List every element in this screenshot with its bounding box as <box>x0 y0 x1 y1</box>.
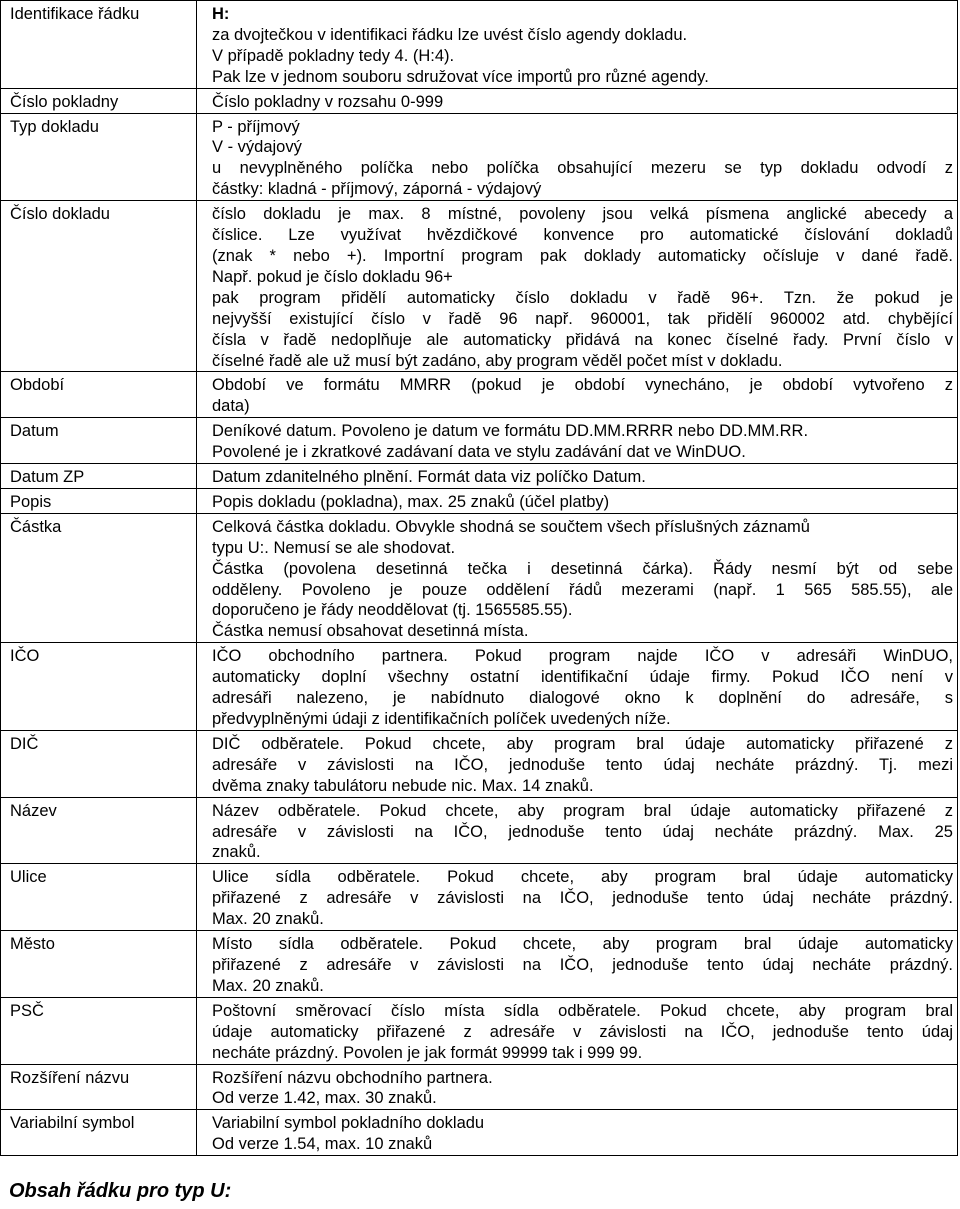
table-row-datum-zp <box>1 464 958 489</box>
field-name: Název <box>10 801 57 820</box>
field-name: Období <box>10 376 65 395</box>
description-line: adresáři nalezeno, je nabídnuto dialogové okno k doplnění do adresáře, s <box>212 689 953 708</box>
description-line: Rozšíření názvu obchodního partnera. <box>212 1068 493 1087</box>
description-line: číslice. Lze využívat hvězdičkové konvence pro automatické číslování dokladů <box>212 226 953 245</box>
description-line: Pak lze v jednom souboru sdružovat více importů pro různé agendy. <box>212 67 709 86</box>
field-name: Typ dokladu <box>10 117 99 136</box>
field-name-cell <box>1 797 197 864</box>
field-name-cell <box>1 864 197 931</box>
description-line: DIČ odběratele. Pokud chcete, aby program bral údaje automaticky přiřazené z <box>212 734 953 753</box>
field-name-cell <box>1 88 197 113</box>
table-row-cislo-dokladu <box>1 201 958 372</box>
field-name-cell <box>1 201 197 372</box>
description-line: přiřazené z adresáře v závislosti na IČO, jednoduše tento údaj necháte prázdný. <box>212 955 953 974</box>
field-description-cell <box>197 372 958 418</box>
field-name: Číslo pokladny <box>10 92 119 111</box>
description-line: V - výdajový <box>212 138 302 157</box>
field-name: Číslo dokladu <box>10 205 110 224</box>
description-line: Číslo pokladny v rozsahu 0-999 <box>212 92 444 111</box>
field-name-cell <box>1 372 197 418</box>
description-line: data) <box>212 397 250 416</box>
section-heading: Obsah řádku pro typ U: <box>9 1180 232 1202</box>
field-name-cell <box>1 730 197 797</box>
field-name: Datum ZP <box>10 468 85 487</box>
table-row-obdobi <box>1 372 958 418</box>
field-description-cell <box>197 88 958 113</box>
description-line: částky: kladná - příjmový, záporná - výdajový <box>212 180 542 199</box>
table-row-mesto <box>1 931 958 998</box>
table-row-dic <box>1 730 958 797</box>
description-line: Od verze 1.54, max. 10 znaků <box>212 1135 433 1154</box>
field-name: Částka <box>10 517 62 536</box>
field-description-cell <box>197 730 958 797</box>
field-description-cell <box>197 488 958 513</box>
table-row-psc <box>1 997 958 1064</box>
description-line: dvěma znaky tabulátoru nebude nic. Max. 14 znaků. <box>212 776 594 795</box>
description-line: čísla v řadě nedoplňuje ale automaticky přidává na konec číselné řady. První číslo v <box>212 330 953 349</box>
description-line: nejvyšší existující číslo v řadě 96 např. 960001, tak přidělí 960002 atd. chybějící <box>212 309 953 328</box>
field-description-cell <box>197 864 958 931</box>
description-line: (znak * nebo +). Importní program pak doklady automaticky očísluje v dané řadě. <box>212 246 953 265</box>
description-line: pak program přidělí automaticky číslo dokladu v řadě 96+. Tzn. že pokud je <box>212 288 953 307</box>
field-description-cell <box>197 997 958 1064</box>
table-row-identifikace-radku <box>1 1 958 89</box>
description-line: automaticky doplní všechny ostatní identifikační údaje firmy. Pokud IČO není v <box>212 668 953 687</box>
table-row-ico <box>1 643 958 731</box>
description-line: Období ve formátu MMRR (pokud je období vynecháno, je období vytvořeno z <box>212 376 953 395</box>
field-name-cell <box>1 464 197 489</box>
description-line: Popis dokladu (pokladna), max. 25 znaků (účel platby) <box>212 492 610 511</box>
field-name: Rozšíření názvu <box>10 1068 130 1087</box>
description-line: necháte prázdný. Povolen je jak formát 99999 tak i 999 99. <box>212 1043 643 1062</box>
field-name-cell <box>1 931 197 998</box>
field-name: Identifikace řádku <box>10 5 140 23</box>
field-description-cell <box>197 1110 958 1156</box>
description-line: Částka nemusí obsahovat desetinná místa. <box>212 622 529 641</box>
field-description-cell <box>197 1 958 89</box>
description-line: Částka (povolena desetinná tečka i desetinná čárka). Řády nesmí být od sebe <box>212 559 953 578</box>
field-name-cell <box>1 513 197 642</box>
table-row-datum <box>1 418 958 464</box>
field-description-cell <box>197 113 958 201</box>
field-name-cell <box>1 1 197 89</box>
field-name-cell <box>1 643 197 731</box>
description-line: Datum zdanitelného plnění. Formát data viz políčko Datum. <box>212 468 646 487</box>
field-name: Variabilní symbol <box>10 1114 135 1133</box>
table-row-castka <box>1 513 958 642</box>
table-row-rozsireni-nazvu <box>1 1064 958 1110</box>
table-row-typ-dokladu <box>1 113 958 201</box>
description-line: odděleny. Povoleno je pouze oddělení řádů mezerami (např. 1 565 585.55), ale <box>212 580 953 599</box>
field-name: Město <box>10 935 55 954</box>
field-description-cell <box>197 643 958 731</box>
field-name: Datum <box>10 422 59 441</box>
description-line: číselné řadě ale už musí být zadáno, aby program věděl počet míst v dokladu. <box>212 351 783 370</box>
field-description-cell <box>197 418 958 464</box>
field-description-cell <box>197 931 958 998</box>
field-description-cell <box>197 513 958 642</box>
description-line: P - příjmový <box>212 117 300 136</box>
field-name: DIČ <box>10 734 39 753</box>
field-description-cell <box>197 1064 958 1110</box>
field-name-cell <box>1 488 197 513</box>
description-line: typu U:. Nemusí se ale shodovat. <box>212 538 456 557</box>
field-name-cell <box>1 1110 197 1156</box>
description-line: Místo sídla odběratele. Pokud chcete, aby program bral údaje automaticky <box>212 935 953 954</box>
field-name-cell <box>1 997 197 1064</box>
description-line: přiřazené z adresáře v závislosti na IČO, jednoduše tento údaj necháte prázdný. <box>212 889 953 908</box>
field-description-cell <box>197 201 958 372</box>
description-line: doporučeno je řády neoddělovat (tj. 1565585.55). <box>212 601 573 620</box>
field-name: IČO <box>10 647 40 666</box>
description-line: Od verze 1.42, max. 30 znaků. <box>212 1089 437 1108</box>
description-line: údaje automaticky přiřazené z adresáře v závislosti na IČO, jednoduše tento údaj <box>212 1022 953 1041</box>
description-line: H: <box>212 5 230 23</box>
field-name: Ulice <box>10 868 47 887</box>
description-line: Deníkové datum. Povoleno je datum ve formátu DD.MM.RRRR nebo DD.MM.RR. <box>212 422 809 441</box>
description-line: Povolené je i zkratkové zadávaní data ve stylu zadávání dat ve WinDUO. <box>212 443 746 462</box>
description-line: adresáře v závislosti na IČO, jednoduše tento údaj necháte prázdný. Max. 25 <box>212 822 953 841</box>
description-line: číslo dokladu je max. 8 místné, povoleny jsou velká písmena anglické abecedy a <box>212 205 953 224</box>
description-line: adresáře v závislosti na IČO, jednoduše tento údaj necháte prázdný. Tj. mezi <box>212 755 953 774</box>
description-line: u nevyplněného políčka nebo políčka obsahující mezeru se typ dokladu odvodí z <box>212 159 953 178</box>
description-line: Název odběratele. Pokud chcete, aby program bral údaje automaticky přiřazené z <box>212 801 953 820</box>
description-line: Ulice sídla odběratele. Pokud chcete, aby program bral údaje automaticky <box>212 868 953 887</box>
description-line: předvyplněnými údaji z identifikačních políček uvedených níže. <box>212 710 671 728</box>
table-row-popis <box>1 488 958 513</box>
field-name-cell <box>1 1064 197 1110</box>
table-row-variabilni-symbol <box>1 1110 958 1156</box>
description-line: Variabilní symbol pokladního dokladu <box>212 1114 485 1133</box>
description-line: IČO obchodního partnera. Pokud program najde IČO v adresáři WinDUO, <box>212 647 953 666</box>
description-line: Max. 20 znaků. <box>212 910 324 929</box>
field-name: Popis <box>10 492 52 511</box>
field-name-cell <box>1 418 197 464</box>
description-line: Poštovní směrovací číslo místa sídla odběratele. Pokud chcete, aby program bral <box>212 1001 953 1020</box>
field-description-cell <box>197 797 958 864</box>
table-row-ulice <box>1 864 958 931</box>
field-name-cell <box>1 113 197 201</box>
description-line: za dvojtečkou v identifikaci řádku lze uvést číslo agendy dokladu. <box>212 25 688 44</box>
description-line: Celková částka dokladu. Obvykle shodná se součtem všech příslušných záznamů <box>212 517 810 536</box>
table-row-cislo-pokladny <box>1 88 958 113</box>
table-row-nazev <box>1 797 958 864</box>
description-line: znaků. <box>212 843 261 862</box>
field-name: PSČ <box>10 1001 44 1020</box>
description-line: Max. 20 znaků. <box>212 976 324 995</box>
description-line: V případě pokladny tedy 4. (H:4). <box>212 46 455 65</box>
field-description-cell <box>197 464 958 489</box>
description-line: Např. pokud je číslo dokladu 96+ <box>212 267 453 286</box>
table-body <box>1 1 958 1156</box>
